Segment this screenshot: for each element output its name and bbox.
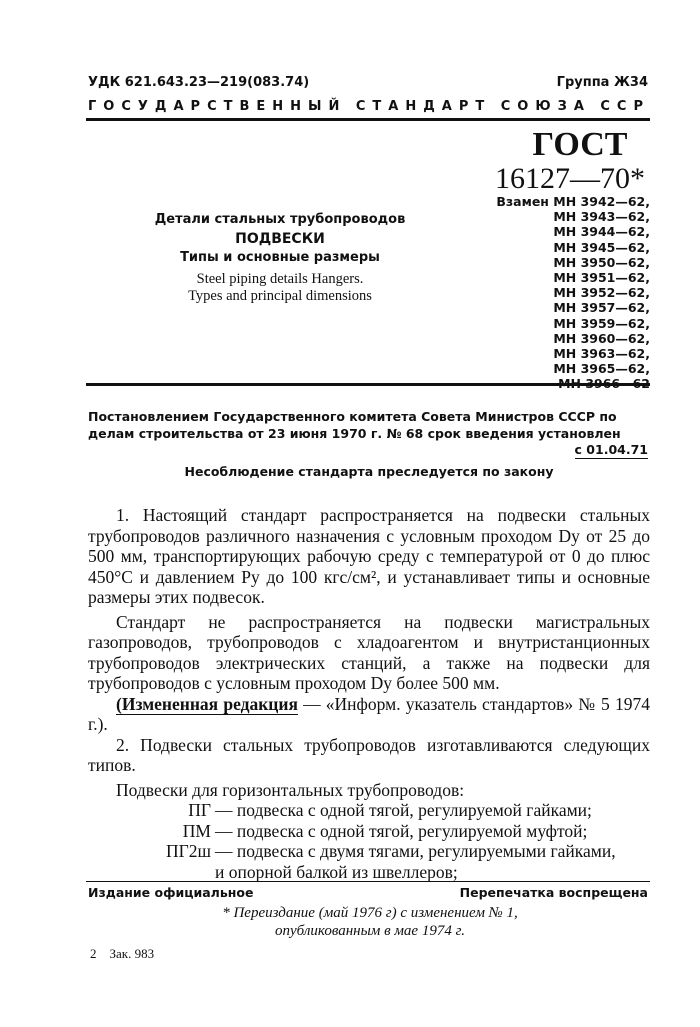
type-desc: — подвеска с одной тягой, регулируемой муфтой; [215,820,588,841]
paragraph-4: 2. Подвески стальных трубопроводов изготавливаются следующих типов. [88,734,650,775]
type-item [88,800,650,821]
replaces-item: МН 3957—62, [553,300,650,316]
state-standard-heading [88,99,650,114]
amended-ref: — «Информ. указатель стандартов» № 5 1974 г.). [88,693,650,734]
replaces-item: МН 3965—62, [553,361,650,377]
decree-text: Постановлением Государственного комитета Совета Министров СССР по делам строительства от 23 июня 1970 г. № 68 срок введения установлен [88,409,621,441]
page-order-number: 2 Зак. 983 [90,946,155,961]
title-line-3: Типы и основные размеры [180,250,380,265]
paragraph-5: Подвески для горизонтальных трубопроводов: [116,779,465,800]
group-code: Группа Ж34 [556,75,648,90]
replaces-item: МН 3944—62, [553,224,650,240]
replaces-item: МН 3963—62, [553,346,650,362]
paragraph-3 [88,694,650,735]
title-line-2: ПОДВЕСКИ [235,231,325,247]
footer-reprint: Перепечатка воспрещена [459,885,648,900]
amended-label: (Измененная редакция [116,693,298,714]
paragraph-1: 1. Настоящий стандарт распространяется на подвески стальных трубопроводов различного назначения с условным проходом Dу от 25 до 500 мм, транспортирующих рабочую среду с температурой от 0 до плюс 450°С и давлением Pу до 100 кгс/см², и устанавливает типы и основные размеры этих подвесок. [88,505,650,607]
replaces-list [470,194,650,392]
type-desc: — подвеска с одной тягой, регулируемой гайками; [215,800,592,820]
introduction-date: с 01.04.71 [574,442,648,457]
replaces-item: МН 3952—62, [553,285,650,301]
footer-rule [86,881,650,882]
udk-code: УДК 621.643.23—219(083.74) [88,75,310,90]
middle-rule [86,383,650,386]
type-code: ПМ [182,820,211,841]
replaces-item: МН 3950—62, [553,254,650,270]
title-en-line-2: Types and principal dimensions [188,288,372,304]
type-item-continuation: и опорной балкой из швеллеров; [215,861,458,882]
top-rule [86,118,650,121]
replaces-item: МН 3959—62, [553,315,650,331]
replaces-item: Взамен МН 3942—62, [496,194,650,209]
replaces-item: МН 3945—62, [553,239,650,255]
heading-word-4: ССР [600,99,650,114]
gost-number: 16127—70* [495,162,645,195]
heading-word-1: ГОСУДАРСТВЕННЫЙ [88,99,347,114]
body-text [88,505,650,882]
reissue-line-1: * Переиздание (май 1976 г) с изменением № 1, [222,905,518,921]
replaces-item: МН 3943—62, [553,209,650,225]
reissue-line-2: опубликованным в мае 1974 г. [275,923,465,939]
footer-official: Издание официальное [88,885,254,900]
violation-notice: Несоблюдение стандарта преследуется по закону [184,464,554,479]
type-item [88,841,650,862]
type-item [88,821,650,842]
heading-word-3: СОЮЗА [500,99,591,114]
title-en-line-1: Steel piping details Hangers. [196,271,364,287]
type-code: ПГ2ш [166,841,211,861]
replaces-item: МН 3951—62, [553,270,650,286]
heading-word-2: СТАНДАРТ [355,99,492,114]
document-title [140,211,420,305]
type-code: ПГ [188,800,211,820]
title-line-1: Детали стальных трубопроводов [154,212,406,227]
paragraph-2: Стандарт не распространяется на подвески магистральных газопроводов, трубопроводов с хладоагентом и внутристанционных трубопроводов электрических станций, а также на подвески для трубопроводов с условным проходом Dу более 500 мм. [88,611,650,693]
gost-title: ГОСТ [532,126,628,163]
reissue-note [140,904,600,940]
replaces-item: МН 3960—62, [553,330,650,346]
type-desc: — подвеска с двумя тягами, регулируемыми гайками, [215,841,616,861]
